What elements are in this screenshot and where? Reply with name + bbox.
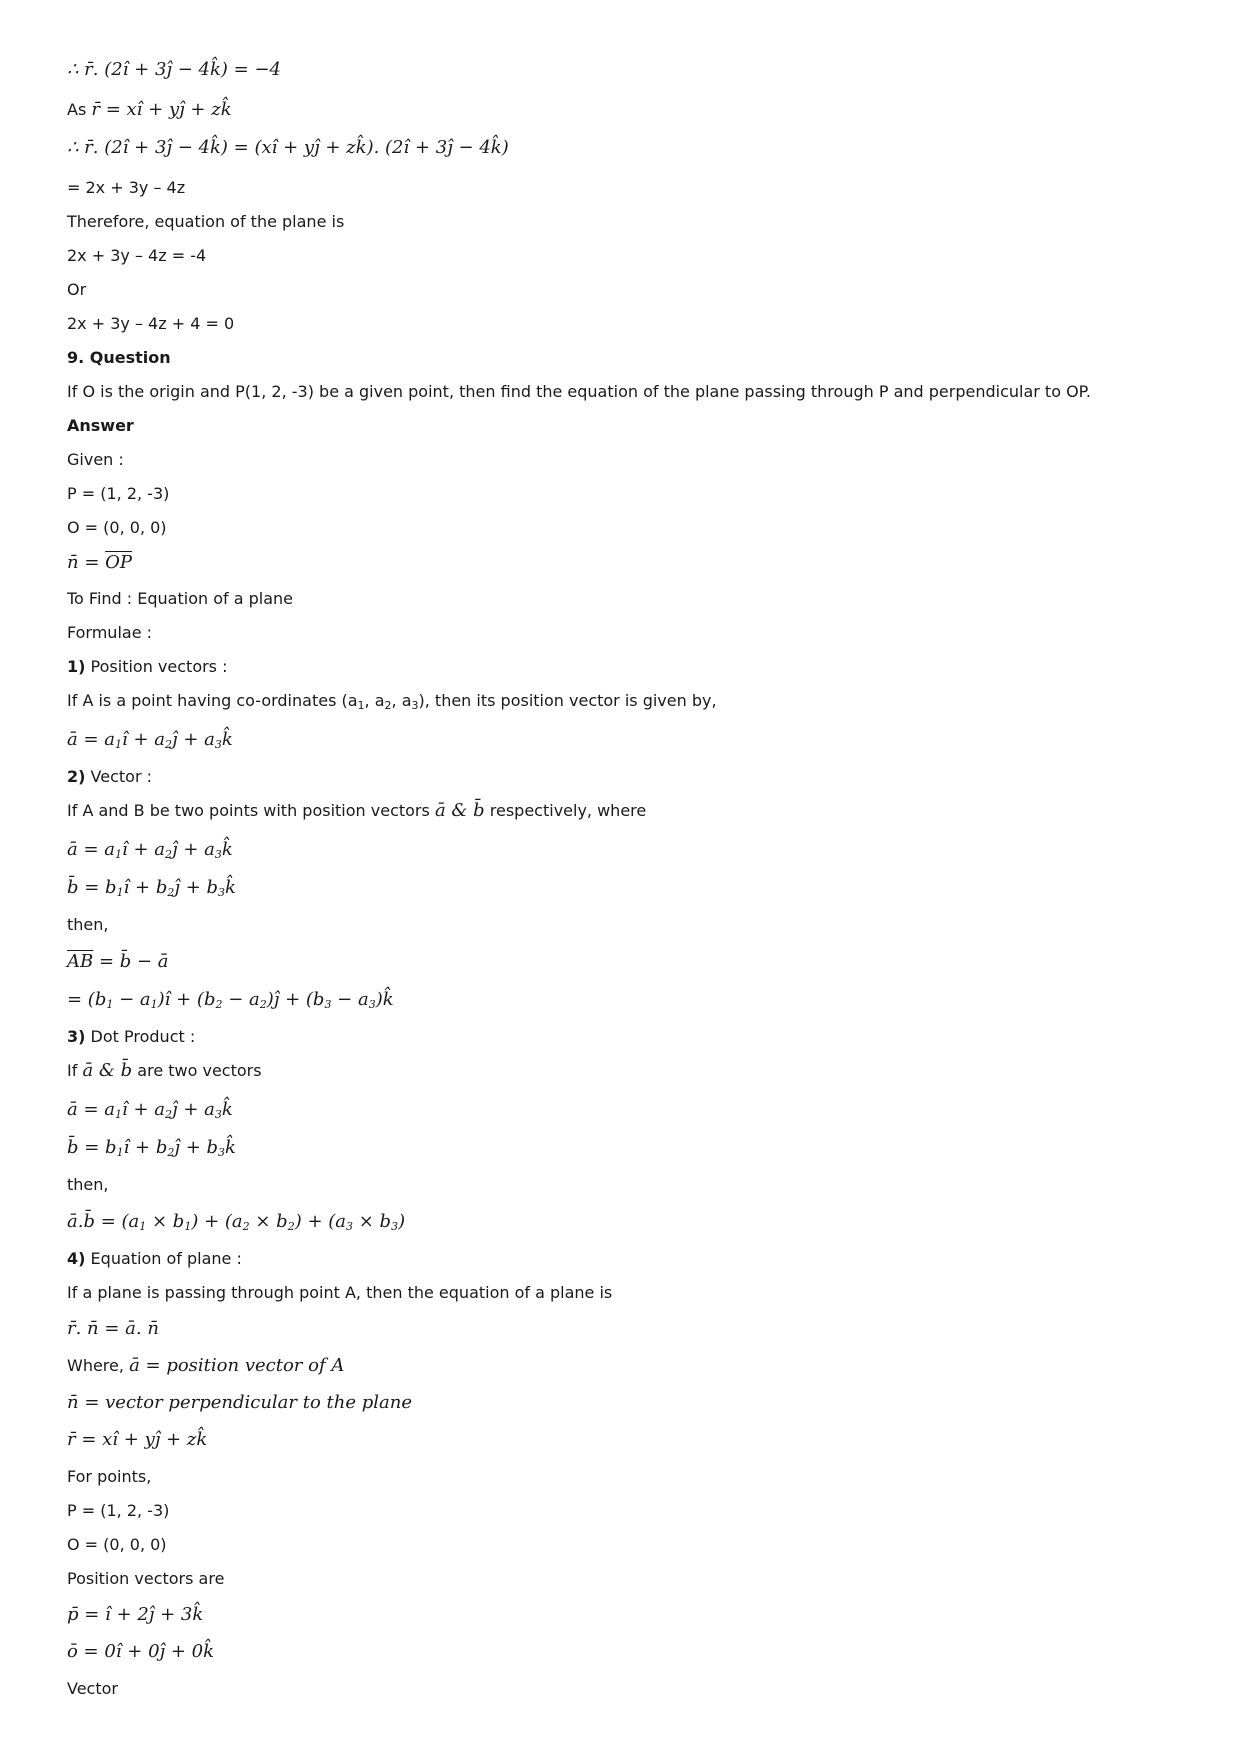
formula-1-equation xyxy=(67,730,233,750)
text: Answer xyxy=(67,416,134,435)
sub: 3 xyxy=(346,1220,354,1233)
text: Dot Product : xyxy=(90,1027,196,1046)
formula-2-heading xyxy=(67,767,152,787)
point-p xyxy=(67,1501,169,1521)
number: 1) xyxy=(67,657,86,676)
t: ĵ + b xyxy=(174,1137,219,1158)
t: ā = a xyxy=(67,1099,115,1120)
formula-2-components xyxy=(67,990,394,1010)
sub: 2 xyxy=(287,1220,295,1233)
text-or xyxy=(67,280,86,300)
text: r̄ = xî + yĵ + zk̂ xyxy=(67,1429,208,1450)
t: ĵ + a xyxy=(172,839,215,860)
question-heading xyxy=(67,348,171,368)
sub: 1 xyxy=(106,998,114,1011)
t: × b xyxy=(146,1211,185,1232)
number: 2) xyxy=(67,767,86,786)
given-p xyxy=(67,484,169,504)
text-as: As xyxy=(67,100,87,119)
t: )k̂ xyxy=(375,989,394,1010)
t: k̂ xyxy=(221,839,233,860)
t: k̂ xyxy=(225,1137,236,1158)
sub: 2 xyxy=(167,1146,175,1159)
answer-heading xyxy=(67,416,134,436)
text: If O is the origin and P(1, 2, -3) be a given point, then find the equation of the plane passing through P and perpendicular to OP. xyxy=(67,382,1091,401)
t: î + a xyxy=(122,839,166,860)
where-definition xyxy=(67,1356,344,1376)
formula-3-b xyxy=(67,1138,236,1158)
sub: 3 xyxy=(214,738,222,751)
formula-1-text xyxy=(67,691,717,711)
text: P = (1, 2, -3) xyxy=(67,1501,170,1520)
equation-dot-product-result xyxy=(67,60,281,80)
text: 9. Question xyxy=(67,348,171,367)
position-vectors-label xyxy=(67,1569,224,1589)
t: î + b xyxy=(123,877,168,898)
formula-4-equation xyxy=(67,1319,159,1339)
formula-1-heading xyxy=(67,657,228,677)
text: = 2x + 3y – 4z xyxy=(67,178,186,197)
t: − a xyxy=(113,989,151,1010)
text: Position vectors are xyxy=(67,1569,225,1588)
sub: 1 xyxy=(139,1220,147,1233)
t: î + a xyxy=(122,1099,166,1120)
text: 2x + 3y – 4z + 4 = 0 xyxy=(67,314,235,333)
question-text xyxy=(67,382,1091,402)
t: ā.b̄ = (a xyxy=(67,1211,140,1232)
sub: 1 xyxy=(116,1146,124,1159)
vector-op: $\overline{OP}$ xyxy=(105,552,133,573)
text: respectively, where xyxy=(489,801,647,820)
text: , a xyxy=(364,691,385,710)
text: n̄ = vector perpendicular to the plane xyxy=(67,1392,412,1413)
text: Therefore, equation of the plane is xyxy=(67,212,345,231)
sub: 3 xyxy=(391,1220,399,1233)
t: )ĵ + (b xyxy=(266,989,325,1010)
t: × b xyxy=(353,1211,392,1232)
text: are two vectors xyxy=(137,1061,262,1080)
sub: 3 xyxy=(214,1108,222,1121)
vector-ab: $\overline{AB}$ xyxy=(67,951,94,972)
text: , a xyxy=(391,691,412,710)
sub: 2 xyxy=(165,848,173,861)
definition-r xyxy=(67,1430,207,1450)
sub: 3 xyxy=(218,1146,226,1159)
then-label xyxy=(67,915,108,935)
sub: 2 xyxy=(259,998,267,1011)
t: ) + (a xyxy=(191,1211,243,1232)
t: b̄ = b xyxy=(67,1137,117,1158)
sub: 3 xyxy=(368,998,376,1011)
sub: 3 xyxy=(214,848,222,861)
number: 3) xyxy=(67,1027,86,1046)
sub: 2 xyxy=(165,738,173,751)
text: To Find : Equation of a plane xyxy=(67,589,294,608)
text: P = (1, 2, -3) xyxy=(67,484,170,503)
formula-3-text xyxy=(67,1061,262,1081)
vectors-a-b: ā & b̄ xyxy=(82,1060,133,1081)
sub: 1 xyxy=(115,1108,122,1121)
t: k̂ xyxy=(221,1099,233,1120)
text: ō = 0î + 0ĵ + 0k̂ xyxy=(67,1641,215,1662)
sub: 2 xyxy=(165,1108,173,1121)
t: î + a xyxy=(122,729,166,750)
sub: 1 xyxy=(150,998,158,1011)
position-vector-o xyxy=(67,1642,214,1662)
formula-4-text xyxy=(67,1283,612,1303)
t: k̂ xyxy=(221,729,233,750)
text: p̄ = î + 2ĵ + 3k̂ xyxy=(67,1604,204,1625)
for-points-label xyxy=(67,1467,151,1487)
sub: 2 xyxy=(167,886,175,899)
text: Position vectors : xyxy=(90,657,228,676)
formula-2-a xyxy=(67,840,233,860)
t: )î + (b xyxy=(157,989,216,1010)
definition-a: ā = position vector of A xyxy=(129,1355,345,1376)
text: For points, xyxy=(67,1467,152,1486)
equation-simplified xyxy=(67,178,185,198)
text: then, xyxy=(67,1175,109,1194)
position-vector-r: r̄ = xî + yĵ + zk̂ xyxy=(91,99,232,120)
text: Given : xyxy=(67,450,124,469)
text: Formulae : xyxy=(67,623,153,642)
text: O = (0, 0, 0) xyxy=(67,1535,167,1554)
number: 4) xyxy=(67,1249,86,1268)
text: 2x + 3y – 4z = -4 xyxy=(67,246,207,265)
text: Where, xyxy=(67,1356,124,1375)
text: n̄ = xyxy=(67,552,100,573)
definition-n xyxy=(67,1393,412,1413)
text: Vector xyxy=(67,1679,118,1698)
t: k̂ xyxy=(225,877,236,898)
sub: 1 xyxy=(357,699,365,712)
t: × b xyxy=(249,1211,288,1232)
t: = b̄ − ā xyxy=(93,951,169,972)
sub: 2 xyxy=(384,699,392,712)
t: ā = a xyxy=(67,729,115,750)
plane-equation xyxy=(67,246,206,266)
t: − a xyxy=(331,989,369,1010)
sub: 1 xyxy=(116,886,124,899)
sub: 1 xyxy=(115,738,122,751)
vector-label xyxy=(67,1679,118,1699)
point-o xyxy=(67,1535,167,1555)
sub: 3 xyxy=(218,886,226,899)
equation-text: ∴ r̄. (2î + 3ĵ − 4k̂) = −4 xyxy=(67,59,281,80)
sub: 3 xyxy=(324,998,332,1011)
text: ), then its position vector is given by, xyxy=(418,691,717,710)
equation-text: ∴ r̄. (2î + 3ĵ − 4k̂) = (xî + yĵ + zk̂). (2î + 3ĵ − 4k̂) xyxy=(67,137,509,158)
t: = (b xyxy=(67,989,107,1010)
formula-2-text xyxy=(67,801,646,821)
t: b̄ = b xyxy=(67,877,117,898)
text: r̄. n̄ = ā. n̄ xyxy=(67,1318,159,1339)
formula-3-dot-product xyxy=(67,1212,405,1232)
sub: 2 xyxy=(242,1220,250,1233)
sub: 2 xyxy=(215,998,223,1011)
formula-4-heading xyxy=(67,1249,242,1269)
sub: 3 xyxy=(411,699,419,712)
formula-2-b xyxy=(67,878,236,898)
t: ĵ + a xyxy=(172,1099,215,1120)
t: ā = a xyxy=(67,839,115,860)
formulae-label xyxy=(67,623,152,643)
sub: 1 xyxy=(115,848,122,861)
text: Equation of plane : xyxy=(90,1249,242,1268)
equation-expansion xyxy=(67,138,509,158)
formula-2-ab xyxy=(67,952,169,972)
text: Vector : xyxy=(90,767,153,786)
normal-vector-definition xyxy=(67,553,132,573)
vectors-a-b: ā & b̄ xyxy=(434,800,485,821)
then-label xyxy=(67,1175,108,1195)
sub: 1 xyxy=(184,1220,192,1233)
t: ) xyxy=(398,1211,406,1232)
formula-3-heading xyxy=(67,1027,195,1047)
t: ĵ + b xyxy=(174,877,219,898)
text: then, xyxy=(67,915,109,934)
text: If A and B be two points with position vectors xyxy=(67,801,430,820)
given-o xyxy=(67,518,167,538)
formula-3-a xyxy=(67,1100,233,1120)
text: If A is a point having co-ordinates (a xyxy=(67,691,358,710)
t: î + b xyxy=(123,1137,168,1158)
position-vector-statement xyxy=(67,100,232,120)
given-label xyxy=(67,450,124,470)
text: If a plane is passing through point A, then the equation of a plane is xyxy=(67,1283,613,1302)
position-vector-p xyxy=(67,1605,203,1625)
t: − a xyxy=(222,989,260,1010)
text: If xyxy=(67,1061,78,1080)
text: O = (0, 0, 0) xyxy=(67,518,167,537)
t: ) + (a xyxy=(294,1211,347,1232)
to-find xyxy=(67,589,293,609)
t: ĵ + a xyxy=(172,729,215,750)
text: Or xyxy=(67,280,87,299)
plane-equation-final xyxy=(67,314,234,334)
text-line xyxy=(67,212,344,232)
